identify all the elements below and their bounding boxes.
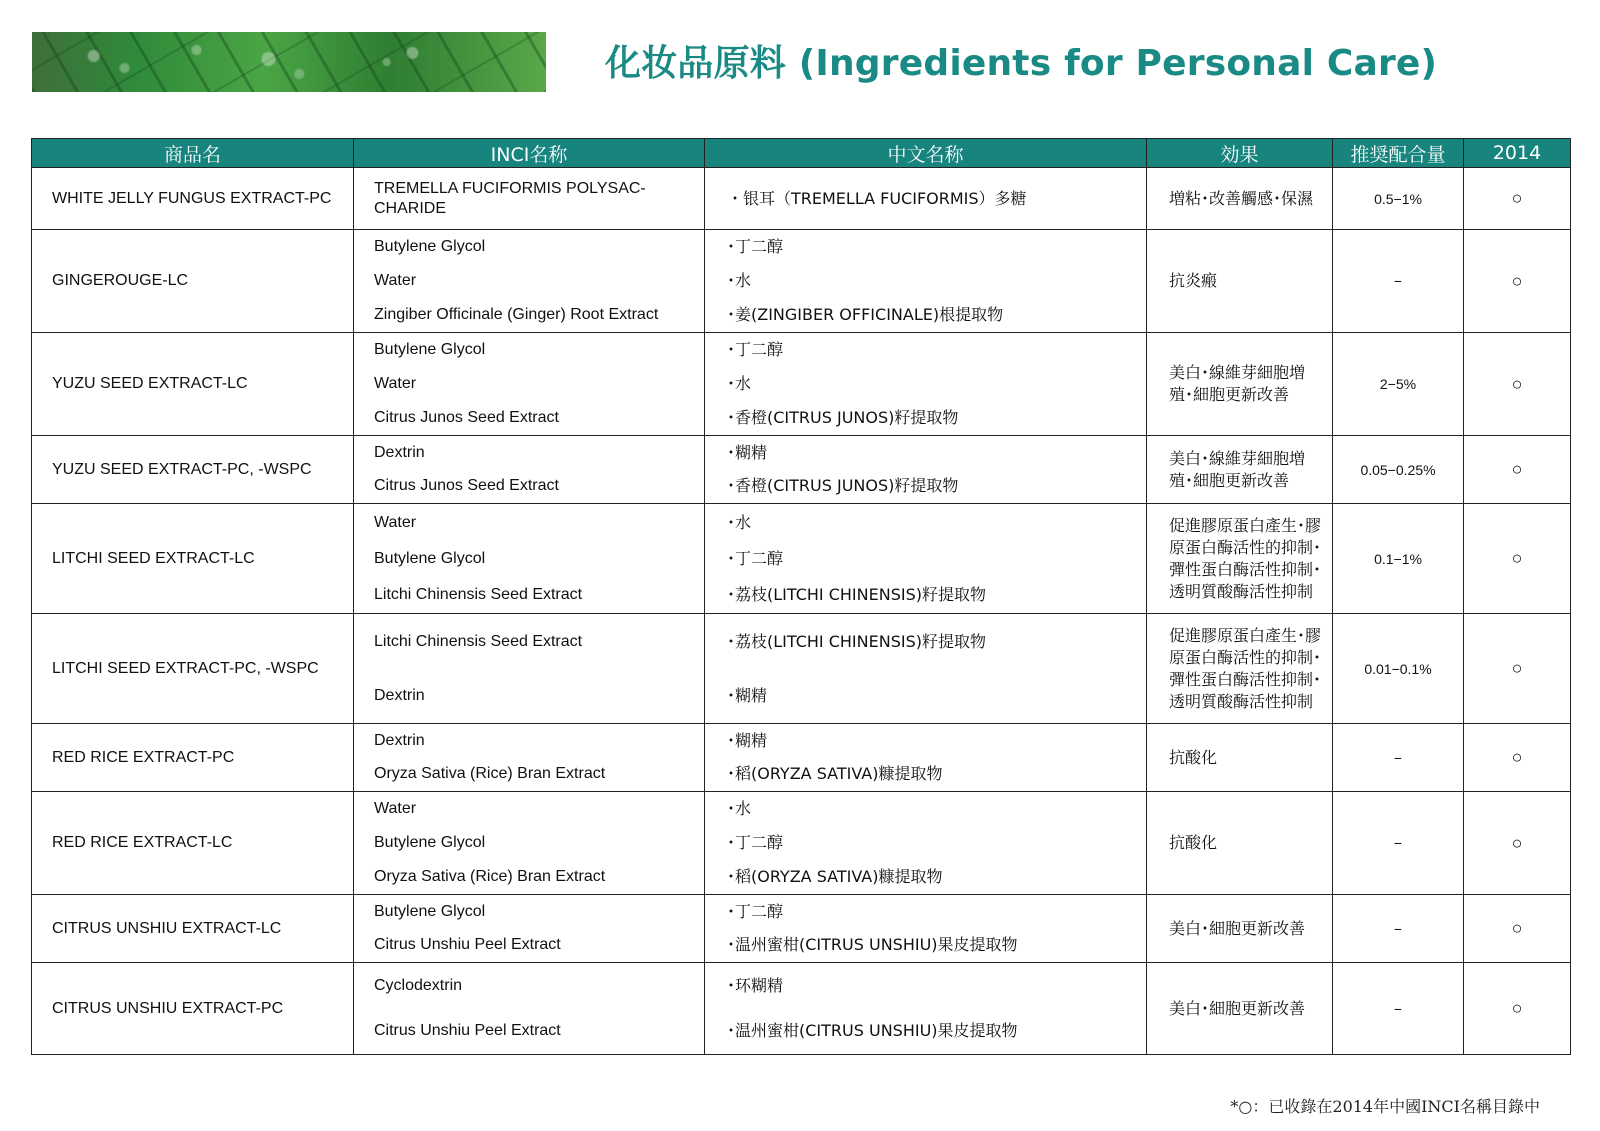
inci-name-cell	[354, 614, 705, 724]
inci-line: Butylene Glycol	[374, 833, 486, 851]
inci-line: Butylene Glycol	[374, 238, 486, 256]
product-name-cell: LITCHI SEED EXTRACT-PC, -WSPC	[32, 614, 354, 724]
table-row	[32, 963, 1571, 1055]
inci-line: Litchi Chinensis Seed Extract	[374, 632, 583, 650]
chinese-line: ･稻(ORYZA SATIVA)糠提取物	[727, 764, 943, 783]
chinese-name-cell	[705, 614, 1147, 724]
inci-line: Dextrin	[374, 732, 425, 749]
effect-cell: 促進膠原蛋白產生･膠原蛋白酶活性的抑制･彈性蛋白酶活性抑制･透明質酸酶活性抑制	[1147, 614, 1333, 724]
listed-2014-mark: ○	[1464, 230, 1571, 333]
listed-2014-mark: ○	[1464, 168, 1571, 230]
inci-line: Citrus Unshiu Peel Extract	[374, 1022, 561, 1039]
listed-2014-mark: ○	[1464, 724, 1571, 792]
inci-line: Dextrin	[374, 444, 425, 461]
inci-line: Cyclodextrin	[374, 977, 463, 994]
recommended-amount-cell: −	[1333, 230, 1464, 333]
table-header-row	[32, 139, 1571, 168]
listed-2014-mark: ○	[1464, 333, 1571, 436]
chinese-name-cell	[705, 963, 1147, 1055]
listed-2014-mark: ○	[1464, 963, 1571, 1055]
recommended-amount-cell: −	[1333, 963, 1464, 1055]
chinese-line: ･荔枝(LITCHI CHINENSIS)籽提取物	[727, 631, 986, 651]
table-row	[32, 895, 1571, 963]
chinese-line: ・银耳（TREMELLA FUCIFORMIS）多糖	[727, 188, 1027, 208]
chinese-name-cell	[705, 230, 1147, 333]
header-2014: 2014	[1464, 139, 1571, 168]
product-name-cell: RED RICE EXTRACT-LC	[32, 792, 354, 895]
effect-cell: 美白･細胞更新改善	[1147, 895, 1333, 963]
table-row	[32, 614, 1571, 724]
chinese-line: ･丁二醇	[727, 340, 784, 360]
listed-2014-mark: ○	[1464, 504, 1571, 614]
listed-2014-mark: ○	[1464, 614, 1571, 724]
leaf-banner-image	[32, 32, 546, 92]
chinese-line: ･香橙(CITRUS JUNOS)籽提取物	[727, 407, 959, 427]
header-product-name: 商品名	[32, 139, 354, 168]
product-name-cell: RED RICE EXTRACT-PC	[32, 724, 354, 792]
chinese-line: ･环糊精	[727, 976, 784, 995]
recommended-amount-cell: −	[1333, 792, 1464, 895]
product-name-cell: YUZU SEED EXTRACT-LC	[32, 333, 354, 436]
inci-line: Butylene Glycol	[374, 549, 486, 567]
chinese-line: ･温州蜜柑(CITRUS UNSHIU)果皮提取物	[727, 1021, 1018, 1040]
inci-name-cell	[354, 724, 705, 792]
chinese-line: ･丁二醇	[727, 902, 784, 921]
chinese-line: ･糊精	[727, 443, 768, 462]
product-name-cell: CITRUS UNSHIU EXTRACT-LC	[32, 895, 354, 963]
product-name-cell: GINGEROUGE-LC	[32, 230, 354, 333]
chinese-line: ･丁二醇	[727, 832, 784, 852]
header-chinese-name: 中文名称	[705, 139, 1147, 168]
inci-line: Water	[374, 374, 417, 392]
listed-2014-mark: ○	[1464, 436, 1571, 504]
product-name-cell: YUZU SEED EXTRACT-PC, -WSPC	[32, 436, 354, 504]
inci-line: Litchi Chinensis Seed Extract	[374, 585, 583, 603]
chinese-line: ･糊精	[727, 685, 768, 705]
inci-line: Zingiber Officinale (Ginger) Root Extract	[374, 305, 659, 323]
chinese-name-cell	[705, 436, 1147, 504]
inci-line: Water	[374, 800, 417, 818]
inci-name-cell	[354, 168, 705, 230]
listed-2014-mark: ○	[1464, 895, 1571, 963]
recommended-amount-cell: 0.5−1%	[1333, 168, 1464, 230]
table-row	[32, 230, 1571, 333]
product-name-cell: WHITE JELLY FUNGUS EXTRACT-PC	[32, 168, 354, 230]
chinese-name-cell	[705, 792, 1147, 895]
recommended-amount-cell: −	[1333, 724, 1464, 792]
inci-name-cell	[354, 333, 705, 436]
effect-cell: 抗酸化	[1147, 792, 1333, 895]
table-row	[32, 504, 1571, 614]
chinese-name-cell	[705, 724, 1147, 792]
inci-line: Butylene Glycol	[374, 903, 486, 920]
inci-line: Water	[374, 513, 417, 531]
recommended-amount-cell: 0.05−0.25%	[1333, 436, 1464, 504]
chinese-line: ･丁二醇	[727, 548, 784, 568]
effect-cell: 抗酸化	[1147, 724, 1333, 792]
header-effect: 効果	[1147, 139, 1333, 168]
effect-cell: 美白･線維芽細胞増殖･細胞更新改善	[1147, 333, 1333, 436]
inci-line: Oryza Sativa (Rice) Bran Extract	[374, 867, 606, 885]
header-recommended-amount: 推奨配合量	[1333, 139, 1464, 168]
chinese-line: ･丁二醇	[727, 237, 784, 257]
effect-cell: 美白･線維芽細胞増殖･細胞更新改善	[1147, 436, 1333, 504]
chinese-name-cell	[705, 333, 1147, 436]
chinese-line: ･水	[727, 512, 752, 532]
inci-line: Water	[374, 271, 417, 289]
inci-name-cell	[354, 963, 705, 1055]
page-title: 化妆品原料 (Ingredients for Personal Care)	[605, 43, 1438, 84]
product-name-cell: LITCHI SEED EXTRACT-LC	[32, 504, 354, 614]
inci-line: Citrus Unshiu Peel Extract	[374, 936, 561, 953]
recommended-amount-cell: 2−5%	[1333, 333, 1464, 436]
inci-name-cell	[354, 792, 705, 895]
effect-cell: 増粘･改善觸感･保濕	[1147, 168, 1333, 230]
chinese-name-cell	[705, 504, 1147, 614]
table-row	[32, 436, 1571, 504]
inci-line: Oryza Sativa (Rice) Bran Extract	[374, 765, 606, 782]
chinese-line: ･姜(ZINGIBER OFFICINALE)根提取物	[727, 304, 1004, 324]
table-row	[32, 724, 1571, 792]
footnote: *○：已收錄在2014年中國INCI名稱目錄中	[1230, 1097, 1540, 1116]
chinese-line: ･水	[727, 799, 752, 819]
inci-name-cell	[354, 436, 705, 504]
chinese-line: ･温州蜜柑(CITRUS UNSHIU)果皮提取物	[727, 935, 1018, 954]
table-row	[32, 168, 1571, 230]
product-name-cell: CITRUS UNSHIU EXTRACT-PC	[32, 963, 354, 1055]
ingredients-table	[31, 138, 1571, 1055]
recommended-amount-cell: 0.1−1%	[1333, 504, 1464, 614]
chinese-line: ･稻(ORYZA SATIVA)糠提取物	[727, 866, 943, 886]
effect-cell: 抗炎瘢	[1147, 230, 1333, 333]
chinese-name-cell	[705, 895, 1147, 963]
inci-line: Butylene Glycol	[374, 341, 486, 359]
recommended-amount-cell: 0.01−0.1%	[1333, 614, 1464, 724]
inci-name-cell	[354, 230, 705, 333]
recommended-amount-cell: −	[1333, 895, 1464, 963]
table-row	[32, 792, 1571, 895]
inci-name-cell	[354, 895, 705, 963]
chinese-line: ･香橙(CITRUS JUNOS)籽提取物	[727, 476, 959, 495]
listed-2014-mark: ○	[1464, 792, 1571, 895]
chinese-line: ･水	[727, 270, 752, 290]
inci-line: TREMELLA FUCIFORMIS POLYSAC-CHARIDE	[374, 179, 646, 217]
chinese-line: ･糊精	[727, 731, 768, 750]
effect-cell: 促進膠原蛋白產生･膠原蛋白酶活性的抑制･彈性蛋白酶活性抑制･透明質酸酶活性抑制	[1147, 504, 1333, 614]
header-inci-name: INCI名称	[354, 139, 705, 168]
inci-line: Citrus Junos Seed Extract	[374, 477, 559, 494]
inci-name-cell	[354, 504, 705, 614]
inci-line: Citrus Junos Seed Extract	[374, 408, 559, 426]
chinese-line: ･荔枝(LITCHI CHINENSIS)籽提取物	[727, 584, 986, 604]
inci-line: Dextrin	[374, 686, 425, 704]
effect-cell: 美白･細胞更新改善	[1147, 963, 1333, 1055]
chinese-name-cell	[705, 168, 1147, 230]
table-row	[32, 333, 1571, 436]
chinese-line: ･水	[727, 373, 752, 393]
